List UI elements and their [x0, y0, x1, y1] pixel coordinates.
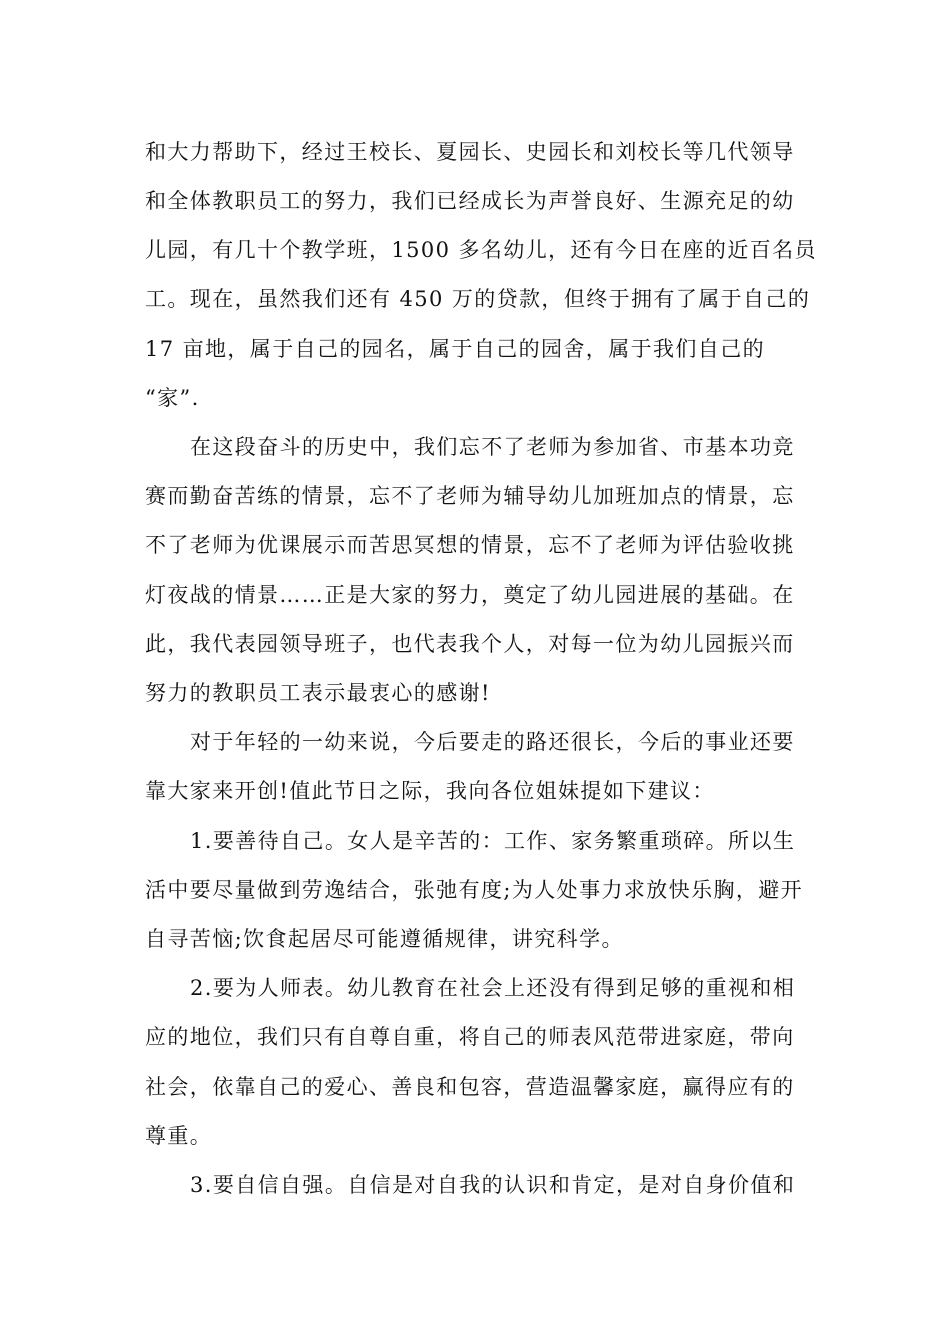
list-item-3: 3.要自信自强。自信是对自我的认识和肯定，是对自身价值和: [190, 1173, 796, 1197]
text-line: 17 亩地，属于自己的园名，属于自己的园舍，属于我们自己的: [145, 337, 765, 361]
text-line: 儿园，有几十个教学班，1500 多名幼儿，还有今日在座的近百名员: [145, 238, 817, 262]
text-line: “家”.: [145, 386, 200, 410]
text-line: 不了老师为优课展示而苦思冥想的情景，忘不了老师为评估验收挑: [145, 533, 795, 557]
text-line: 努力的教职员工表示最衷心的感谢!: [145, 681, 491, 705]
text-line: 赛而勤奋苦练的情景，忘不了老师为辅导幼儿加班加点的情景，忘: [145, 484, 795, 508]
text-line: 工。现在，虽然我们还有 450 万的贷款，但终于拥有了属于自己的: [145, 287, 811, 311]
text-line: 应的地位，我们只有自尊自重，将自己的师表风范带进家庭，带向: [145, 1025, 795, 1049]
text-line: 尊重。: [145, 1124, 213, 1148]
paragraph-first-line: 对于年轻的一幼来说，今后要走的路还很长，今后的事业还要: [190, 730, 795, 754]
text-line: 靠大家来开创!值此节日之际，我向各位姐妹提如下建议：: [145, 779, 715, 803]
list-item-1: 1.要善待自己。女人是辛苦的：工作、家务繁重琐碎。所以生: [190, 829, 796, 853]
text-line: 此，我代表园领导班子，也代表我个人，对每一位为幼儿园振兴而: [145, 632, 795, 656]
text-line: 灯夜战的情景……正是大家的努力，奠定了幼儿园进展的基础。在: [145, 583, 795, 607]
text-line: 和全体教职员工的努力，我们已经成长为声誉良好、生源充足的幼: [145, 189, 795, 213]
text-line: 自寻苦恼;饮食起居尽可能遵循规律，讲究科学。: [145, 927, 624, 951]
paragraph-first-line: 在这段奋斗的历史中，我们忘不了老师为参加省、市基本功竞: [190, 435, 795, 459]
text-line: 社会，依靠自己的爱心、善良和包容，营造温馨家庭，赢得应有的: [145, 1075, 795, 1099]
text-line: 活中要尽量做到劳逸结合，张弛有度;为人处事力求放快乐胸，避开: [145, 878, 804, 902]
text-line: 和大力帮助下，经过王校长、夏园长、史园长和刘校长等几代领导: [145, 140, 795, 164]
list-item-2: 2.要为人师表。幼儿教育在社会上还没有得到足够的重视和相: [190, 976, 796, 1000]
